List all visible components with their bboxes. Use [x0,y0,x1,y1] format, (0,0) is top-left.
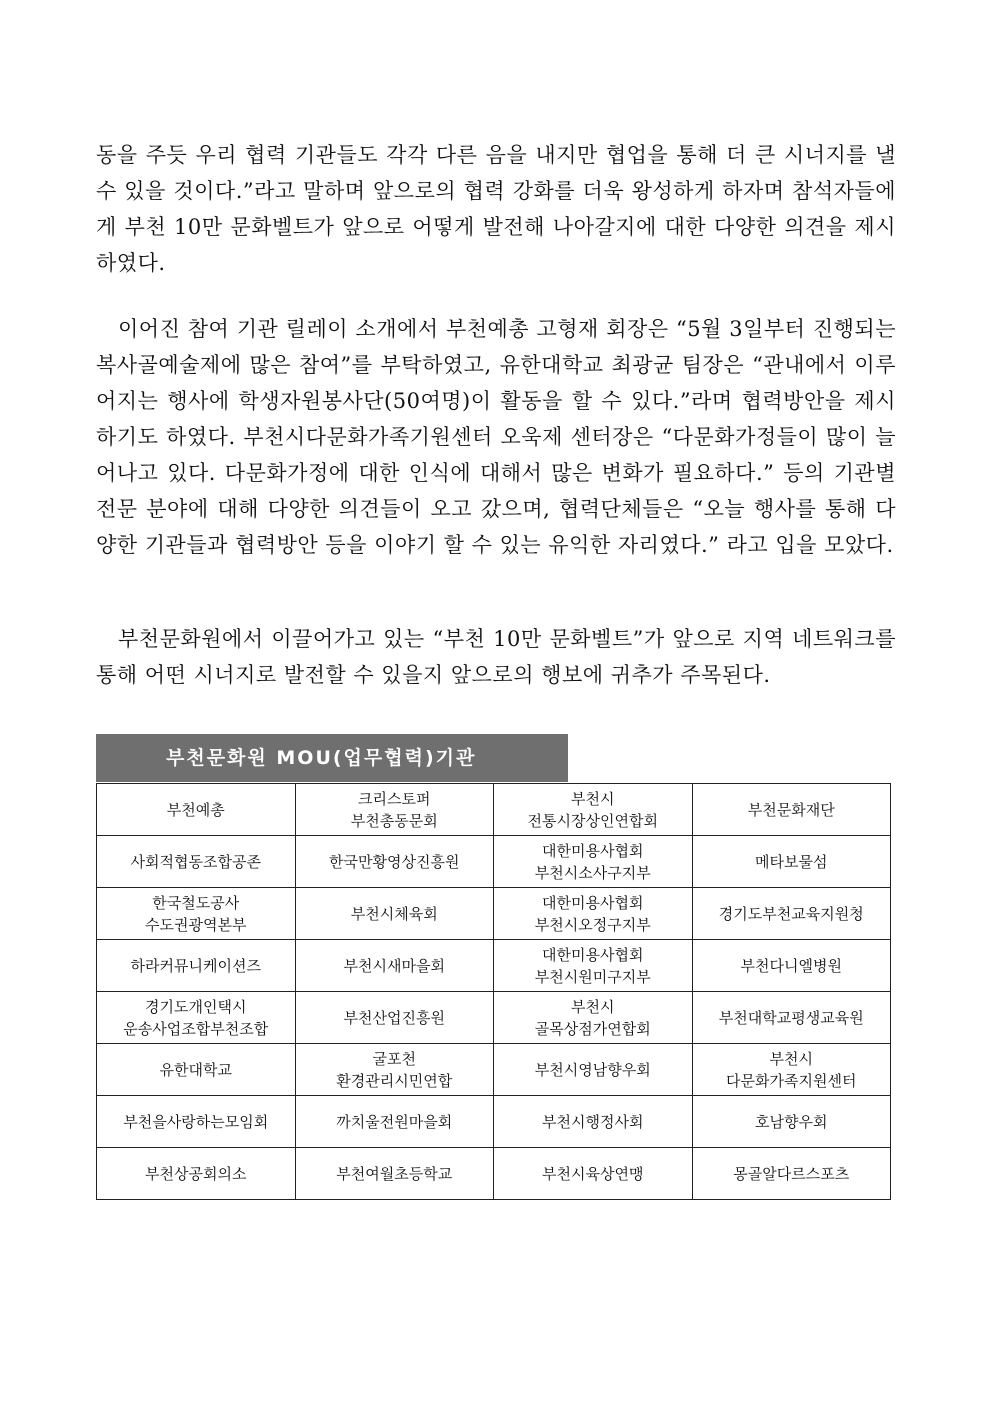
institution-cell: 메타보물섬 [692,836,891,888]
institution-cell: 대한미용사협회 부천시원미구지부 [494,940,693,992]
institution-cell: 부천시새마을회 [295,940,494,992]
table-row [97,784,891,836]
institution-cell: 사회적협동조합공존 [97,836,296,888]
mou-table-title: 부천문화원 MOU(업무협력)기관 [96,734,568,782]
table-row [97,940,891,992]
institution-cell: 부천예총 [97,784,296,836]
body-paragraph-3: 부천문화원에서 이끌어가고 있는 “부천 10만 문화벨트”가 앞으로 지역 네트워크를 통해 어떤 시너지로 발전할 수 있을지 앞으로의 행보에 귀추가 주목된다. [96,627,896,687]
institution-cell: 한국철도공사 수도권광역본부 [97,888,296,940]
institution-cell: 부천시 골목상점가연합회 [494,992,693,1044]
institution-cell: 부천여월초등학교 [295,1148,494,1200]
table-row [97,1096,891,1148]
institution-cell: 굴포천 환경관리시민연합 [295,1044,494,1096]
body-paragraph-1: 동을 주듯 우리 협력 기관들도 각각 다른 음을 내지만 협업을 통해 더 큰 시너지를 낼 수 있을 것이다.”라고 말하며 앞으로의 협력 강화를 더욱 왕성하게 하자며 참석자들에게 부천 10만 문화벨트가 앞으로 어떻게 발전해 나아갈지에 대한 다양한 의견을 제시하였다. [96,143,896,275]
institution-cell: 크리스토퍼 부천총동문회 [295,784,494,836]
table-row [97,888,891,940]
institution-cell: 경기도부천교육지원청 [692,888,891,940]
institution-cell: 대한미용사협회 부천시오정구지부 [494,888,693,940]
institution-cell: 하라커뮤니케이션즈 [97,940,296,992]
institution-cell: 경기도개인택시 운송사업조합부천조합 [97,992,296,1044]
institution-cell: 까치울전원마을회 [295,1096,494,1148]
institution-cell: 호남향우회 [692,1096,891,1148]
institution-cell: 부천산업진흥원 [295,992,494,1044]
institution-cell: 부천다니엘병원 [692,940,891,992]
institution-cell: 부천시육상연맹 [494,1148,693,1200]
institution-cell: 한국만황영상진흥원 [295,836,494,888]
institution-cell: 몽골알다르스포츠 [692,1148,891,1200]
institution-cell: 유한대학교 [97,1044,296,1096]
institution-cell: 부천대학교평생교육원 [692,992,891,1044]
institution-cell: 부천문화재단 [692,784,891,836]
table-row [97,1044,891,1096]
body-paragraph-2: 이어진 참여 기관 릴레이 소개에서 부천예총 고형재 회장은 “5월 3일부터 진행되는 복사골예술제에 많은 참여”를 부탁하였고, 유한대학교 최광균 팀장은 “관내에서 이루어지는 행사에 학생자원봉사단(50여명)이 활동을 할 수 있다.”라며 협력방안을 제시하기도 하였다. 부천시다문화가족기원센터 오욱제 센터장은 “다문화가정들이 많이 늘어나고 있다. 다문화가정에 대한 인식에 대해서 많은 변화가 필요하다.” 등의 기관별 전문 분야에 대해 다양한 의견들이 오고 갔으며, 협력단체들은 “오늘 행사를 통해 다양한 기관들과 협력방안 등을 이야기 할 수 있는 유익한 자리였다.” 라고 입을 모았다. [96,317,896,557]
table-row [97,992,891,1044]
mou-institutions-table [96,783,891,1200]
institution-cell: 부천시행정사회 [494,1096,693,1148]
institution-cell: 부천시 전통시장상인연합회 [494,784,693,836]
table-row [97,1148,891,1200]
table-row [97,836,891,888]
institution-cell: 대한미용사협회 부천시소사구지부 [494,836,693,888]
institution-cell: 부천시체육회 [295,888,494,940]
institution-cell: 부천을사랑하는모임회 [97,1096,296,1148]
institution-cell: 부천상공회의소 [97,1148,296,1200]
institution-cell: 부천시 다문화가족지원센터 [692,1044,891,1096]
institution-cell: 부천시영남향우회 [494,1044,693,1096]
